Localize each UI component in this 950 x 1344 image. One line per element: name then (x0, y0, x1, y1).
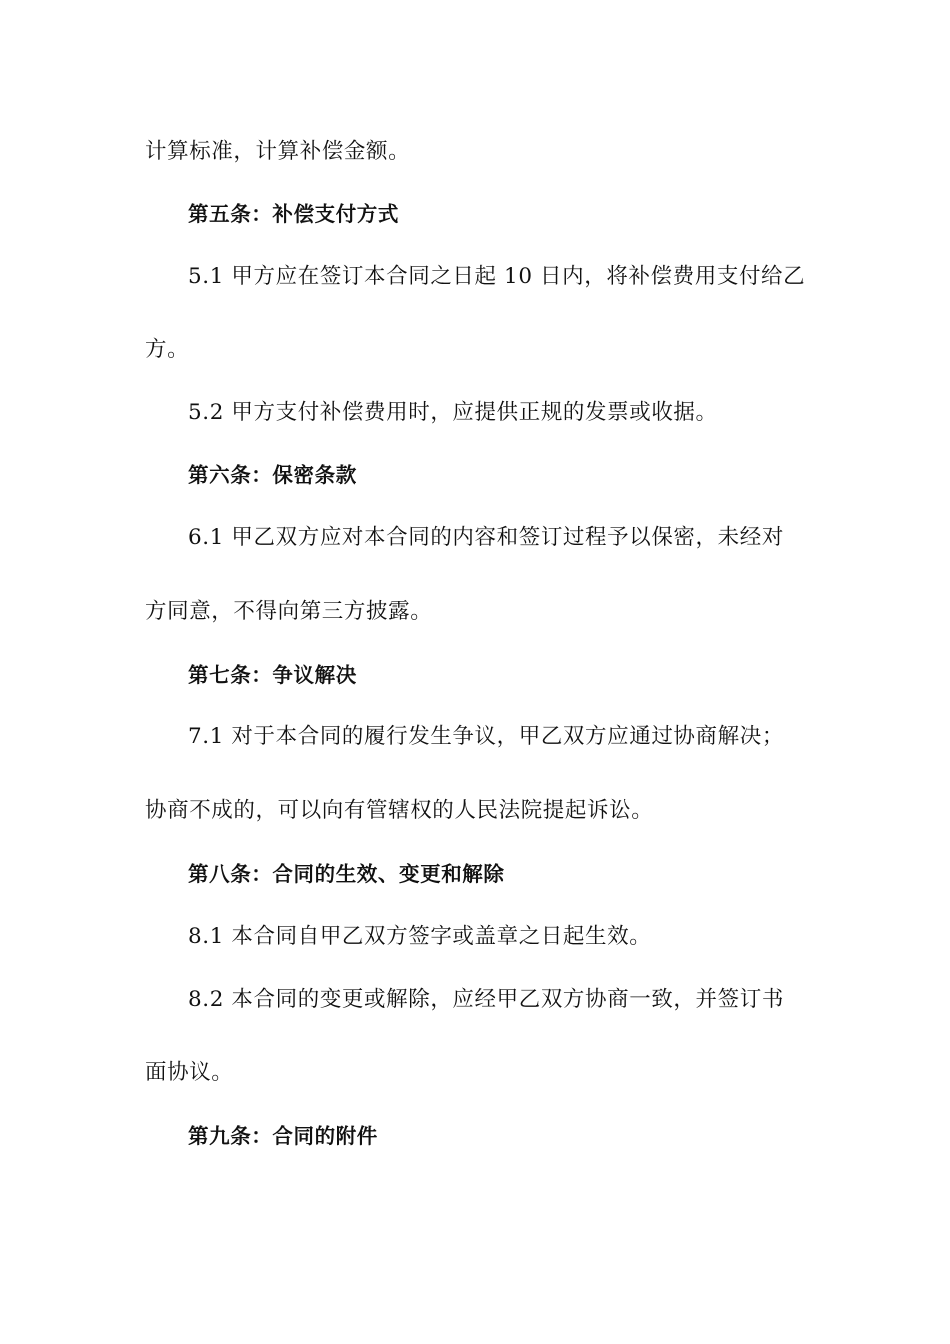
clause-8-1: 8.1 本合同自甲乙双方签字或盖章之日起生效。 (188, 924, 652, 949)
clause-5-2: 5.2 甲方支付补偿费用时，应提供正规的发票或收据。 (188, 400, 718, 425)
article-9-heading: 第九条：合同的附件 (188, 1124, 378, 1148)
article-7-heading: 第七条：争议解决 (188, 663, 357, 687)
article-8-heading: 第八条：合同的生效、变更和解除 (188, 862, 505, 886)
clause-7-1-line-2: 协商不成的，可以向有管辖权的人民法院提起诉讼。 (145, 798, 654, 823)
article-5-heading: 第五条：补偿支付方式 (188, 202, 399, 226)
clause-6-1-line-2: 方同意，不得向第三方披露。 (145, 599, 433, 624)
clause-7-1-line-1: 7.1 对于本合同的履行发生争议，甲乙双方应通过协商解决； (188, 724, 784, 749)
clause-5-1-line-2: 方。 (145, 337, 190, 362)
article-6-heading: 第六条：保密条款 (188, 463, 357, 487)
paragraph-line: 计算标准，计算补偿金额。 (145, 139, 411, 164)
clause-5-1-line-1: 5.1 甲方应在签订本合同之日起 10 日内，将补偿费用支付给乙 (188, 264, 806, 289)
clause-6-1-line-1: 6.1 甲乙双方应对本合同的内容和签订过程予以保密，未经对 (188, 525, 784, 550)
clause-8-2-line-1: 8.2 本合同的变更或解除，应经甲乙双方协商一致，并签订书 (188, 987, 784, 1012)
clause-8-2-line-2: 面协议。 (145, 1060, 234, 1085)
